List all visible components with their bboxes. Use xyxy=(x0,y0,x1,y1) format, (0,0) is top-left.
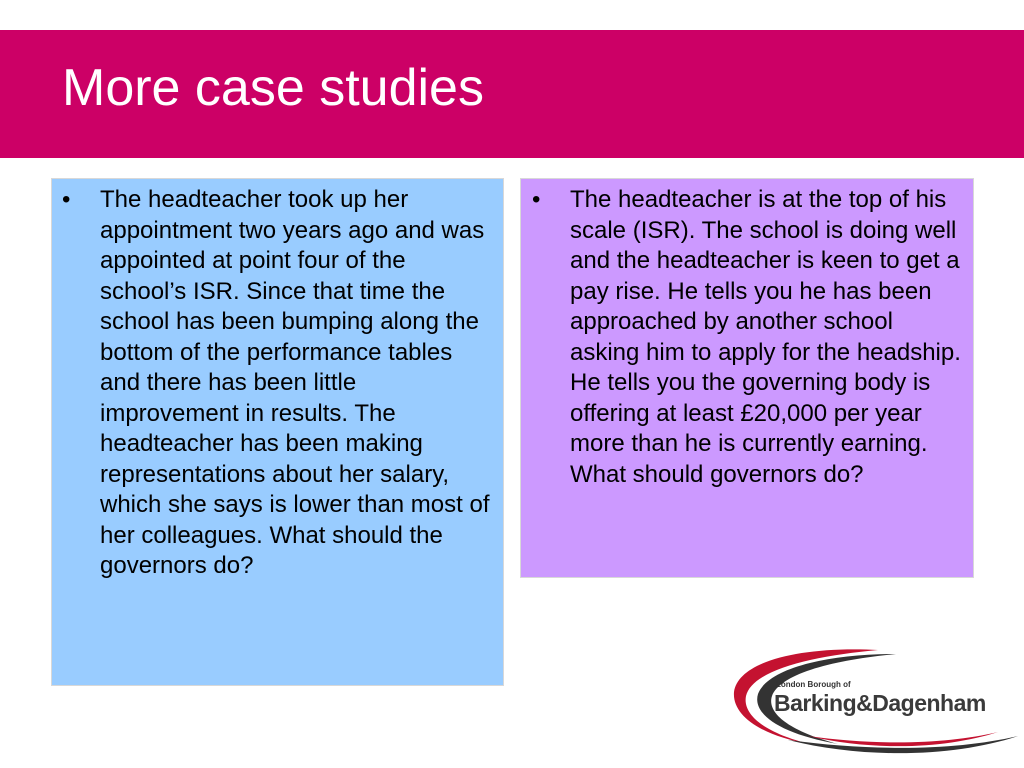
case-study-bullet-2 xyxy=(532,185,963,490)
case-study-text-2: The headteacher is at the top of his scale (ISR). The school is doing well and the headteacher is keen to get a pay rise. He tells you he has been approached by another school asking him to apply for the headship. He tells you the governing body is offering at least £20,000 per year more than he is currently earning. What should governors do? xyxy=(570,186,961,488)
case-study-text-1: The headteacher took up her appointment two years ago and was appointed at point four of the school’s ISR. Since that time the school has been bumping along the bottom of the performance tables and there has been little improvement in results. The headteacher has been making representations about her salary, which she says is lower than most of her colleagues. What should the governors do? xyxy=(100,186,490,579)
case-study-box-1 xyxy=(51,178,504,686)
bullet-icon: • xyxy=(532,186,541,213)
case-study-list-2 xyxy=(521,185,973,490)
bullet-icon: • xyxy=(62,186,71,213)
council-logo xyxy=(728,640,1024,760)
logo-name-text: Barking&Dagenham xyxy=(774,690,986,716)
title-band xyxy=(0,30,1024,158)
slide-title: More case studies xyxy=(62,59,484,117)
case-study-bullet-1 xyxy=(62,185,495,582)
logo-borough-text: London Borough of xyxy=(776,680,851,689)
case-study-list-1 xyxy=(52,185,503,582)
case-study-box-2 xyxy=(520,178,974,578)
